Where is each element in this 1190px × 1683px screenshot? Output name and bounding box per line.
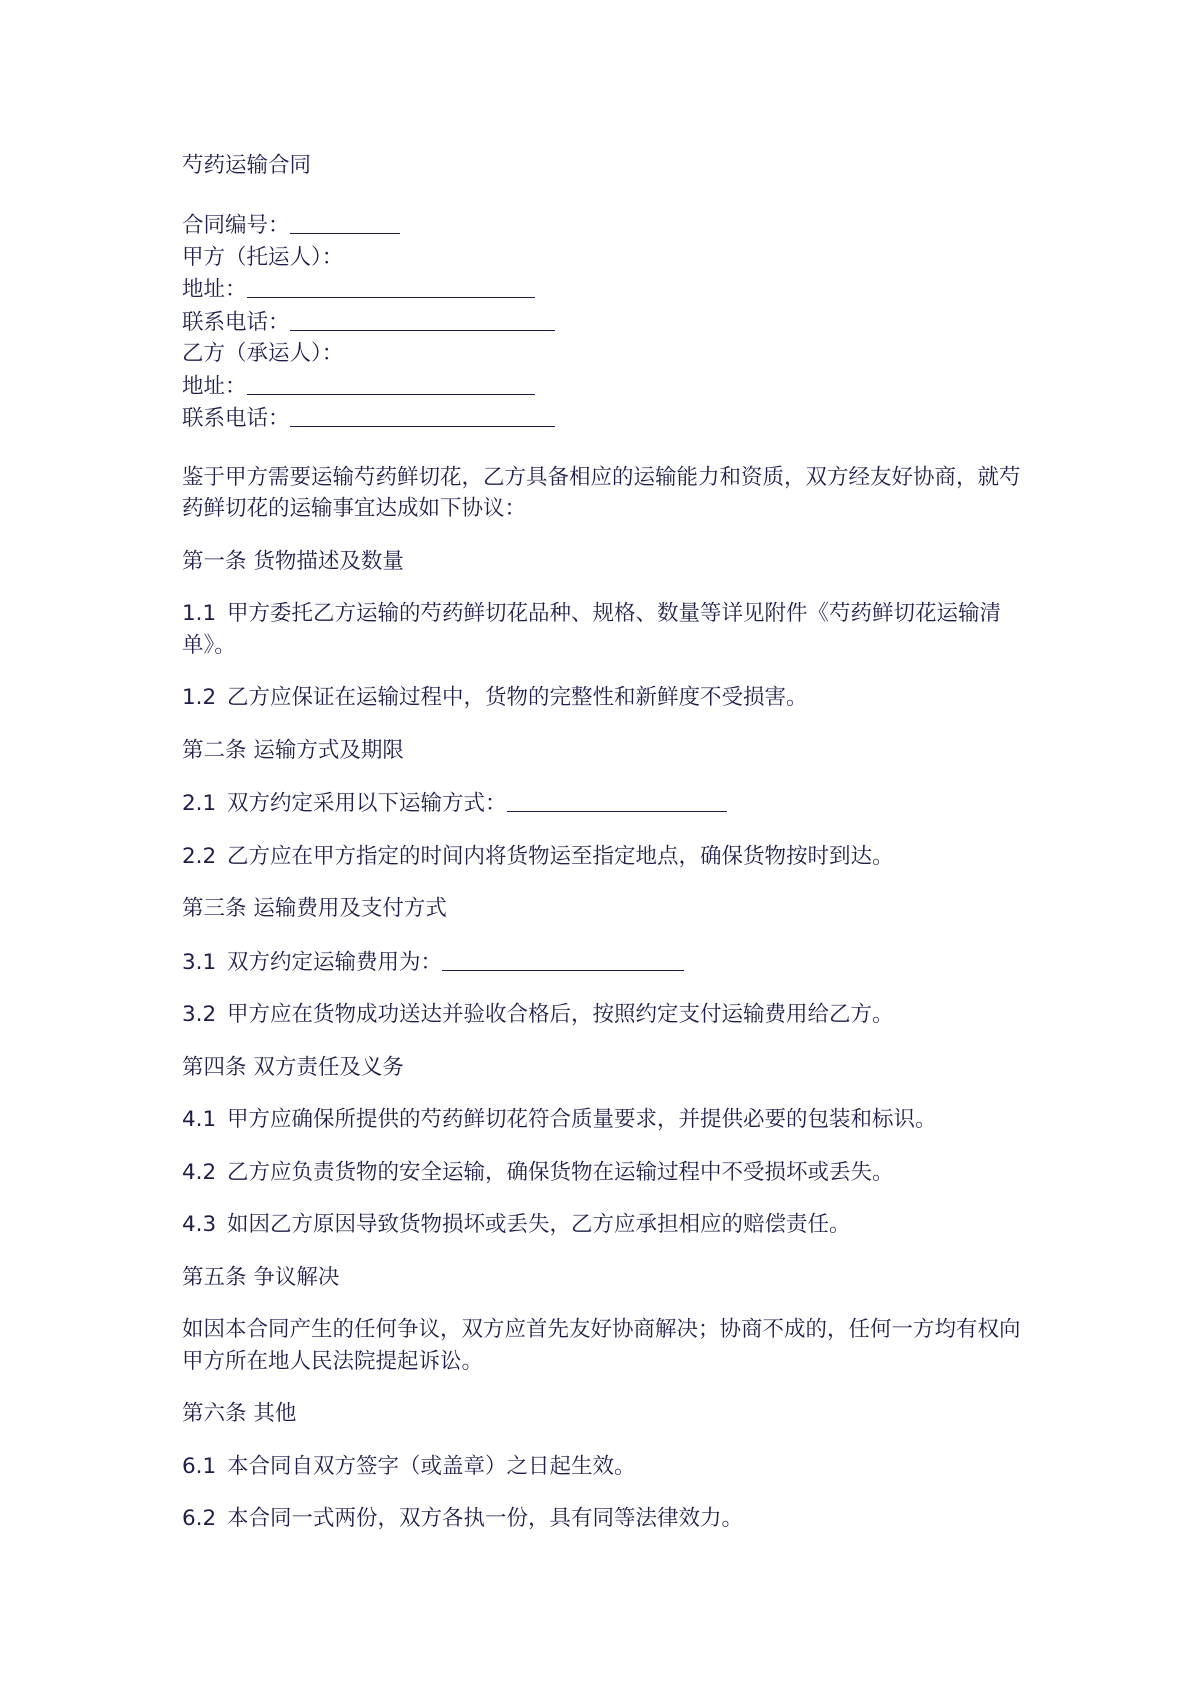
party-b-line [182,338,1022,370]
clause-6-1 [182,1451,1022,1483]
document-title: 芍药运输合同 [182,153,312,178]
contract-number-blank [290,211,400,234]
party-a-line [182,242,1022,274]
party-a-phone-line [182,306,1022,339]
party-a-label: 甲方（托运人）： [182,244,344,270]
clause-text: 乙方应在甲方指定的时间内将货物运至指定地点，确保货物按时到达。 [227,843,894,869]
clause-text: 本合同自双方签字（或盖章）之日起生效。 [227,1453,636,1479]
section-heading-6: 第六条 其他 [182,1401,297,1426]
clause-4-2 [182,1157,1022,1189]
clause-text: 乙方应负责货物的安全运输，确保货物在运输过程中不受损坏或丢失。 [227,1159,894,1185]
clause-4-1 [182,1104,1022,1136]
clause-text: 如因乙方原因导致货物损坏或丢失，乙方应承担相应的赔偿责任。 [227,1212,851,1237]
clause-number: 2.1 [182,791,217,816]
party-b-phone-label: 联系电话： [182,406,290,431]
party-b-phone-blank [290,404,555,427]
clause-number: 3.1 [182,949,217,975]
clause-text: 本合同一式两份，双方各执一份，具有同等法律效力。 [227,1506,744,1531]
clause-number: 4.2 [182,1159,217,1185]
clause-number: 1.1 [182,601,217,626]
party-b-address-blank [247,372,535,395]
clause-number: 6.2 [182,1506,217,1531]
party-a-address-line [182,273,1022,306]
clause-text: 双方约定采用以下运输方式： [227,791,507,816]
section-heading-3: 第三条 运输费用及支付方式 [182,896,447,921]
clause-2-2 [182,841,1022,873]
clause-3-2 [182,999,1022,1031]
clause-6-2 [182,1503,1022,1535]
preamble: 鉴于甲方需要运输芍药鲜切花，乙方具备相应的运输能力和资质，双方经友好协商，就芍药鲜切花的运输事宜达成如下协议： [182,464,1021,521]
clause-1-1 [182,598,1022,661]
clause-text: 双方约定运输费用为： [227,949,443,975]
section-heading-2: 第二条 运输方式及期限 [182,737,404,763]
clause-3-1 [182,946,1022,979]
clause-number: 2.2 [182,843,217,869]
clause-number: 6.1 [182,1453,217,1479]
party-b-address-line [182,370,1022,403]
party-a-address-blank [247,275,535,298]
party-a-phone-blank [290,308,555,331]
contract-number-label: 合同编号： [182,213,290,238]
clause-4-3 [182,1209,1022,1241]
clause-text: 甲方委托乙方运输的芍药鲜切花品种、规格、数量等详见附件《芍药鲜切花运输清单》。 [182,601,1002,658]
clause-2-1 [182,787,1022,820]
contract-number-line [182,209,1022,242]
clause-number: 3.2 [182,1002,217,1027]
clause-1-2 [182,682,1022,714]
party-a-address-label: 地址： [182,277,247,302]
clause-text: 甲方应在货物成功送达并验收合格后，按照约定支付运输费用给乙方。 [227,1002,894,1027]
party-b-label: 乙方（承运人）： [182,341,344,366]
transport-fee-blank [442,948,684,971]
party-b-address-label: 地址： [182,373,247,399]
party-b-phone-line [182,402,1022,435]
dispute-resolution-text: 如因本合同产生的任何争议，双方应首先友好协商解决；协商不成的，任何一方均有权向甲方所在地人民法院提起诉讼。 [182,1317,1021,1374]
transport-method-blank [507,789,727,812]
party-a-phone-label: 联系电话： [182,309,290,335]
clause-number: 4.3 [182,1212,217,1237]
section-heading-1: 第一条 货物描述及数量 [182,548,404,574]
party-info [182,209,1022,435]
section-heading-5: 第五条 争议解决 [182,1264,340,1290]
clause-text: 甲方应确保所提供的芍药鲜切花符合质量要求，并提供必要的包装和标识。 [227,1107,937,1132]
section-heading-4: 第四条 双方责任及义务 [182,1054,404,1080]
clause-number: 1.2 [182,685,217,710]
clause-text: 乙方应保证在运输过程中，货物的完整性和新鲜度不受损害。 [227,685,808,710]
contract-page [182,150,1022,1556]
clause-number: 4.1 [182,1107,217,1132]
